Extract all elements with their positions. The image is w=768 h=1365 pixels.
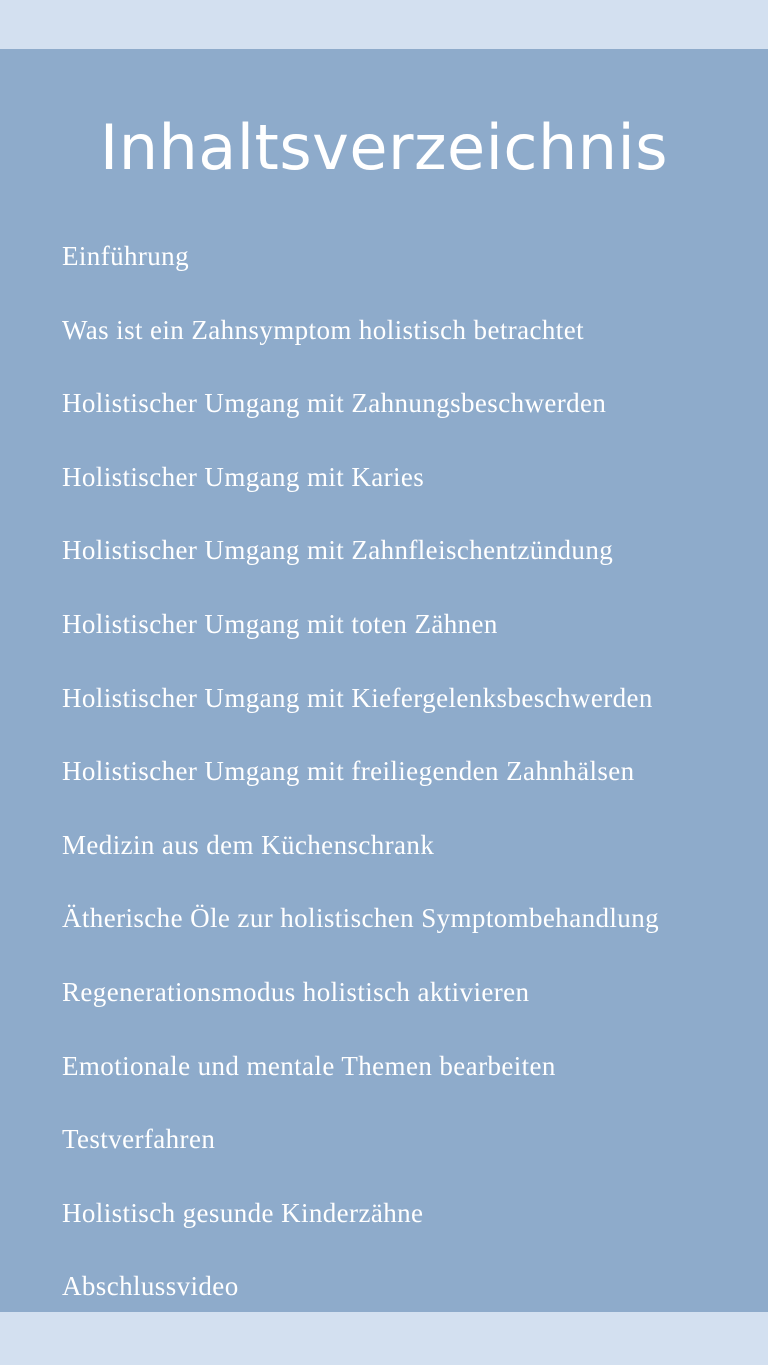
- top-band: [0, 0, 768, 49]
- toc-item-kuechenschrank[interactable]: Medizin aus dem Küchenschrank: [62, 829, 435, 860]
- toc-item-regenerationsmodus[interactable]: Regenerationsmodus holistisch aktivieren: [62, 976, 530, 1007]
- bottom-band: [0, 1312, 768, 1365]
- toc-item-zahnfleischentzuendung[interactable]: Holistischer Umgang mit Zahnfleischentzündung: [62, 535, 614, 566]
- toc-item-karies[interactable]: Holistischer Umgang mit Karies: [62, 461, 425, 492]
- page-title: Inhaltsverzeichnis: [99, 111, 669, 184]
- toc-item-tote-zaehne[interactable]: Holistischer Umgang mit toten Zähnen: [62, 608, 498, 639]
- toc-item-zahnsymptom[interactable]: Was ist ein Zahnsymptom holistisch betrachtet: [62, 314, 584, 345]
- toc-item-aetherische-oele[interactable]: Ätherische Öle zur holistischen Symptombehandlung: [62, 903, 659, 934]
- toc-item-kiefergelenksbeschwerden[interactable]: Holistischer Umgang mit Kiefergelenksbeschwerden: [62, 682, 653, 713]
- toc-item-zahnungsbeschwerden[interactable]: Holistischer Umgang mit Zahnungsbeschwerden: [62, 388, 607, 419]
- toc-item-abschlussvideo[interactable]: Abschlussvideo: [62, 1271, 239, 1302]
- toc-item-kinderzaehne[interactable]: Holistisch gesunde Kinderzähne: [62, 1197, 424, 1228]
- table-of-contents: [62, 236, 762, 1340]
- toc-item-testverfahren[interactable]: Testverfahren: [62, 1124, 216, 1155]
- toc-item-zahnhaelse[interactable]: Holistischer Umgang mit freiliegenden Zahnhälsen: [62, 756, 635, 787]
- toc-item-emotionale-themen[interactable]: Emotionale und mentale Themen bearbeiten: [62, 1050, 556, 1081]
- toc-item-einfuehrung[interactable]: Einführung: [62, 241, 189, 271]
